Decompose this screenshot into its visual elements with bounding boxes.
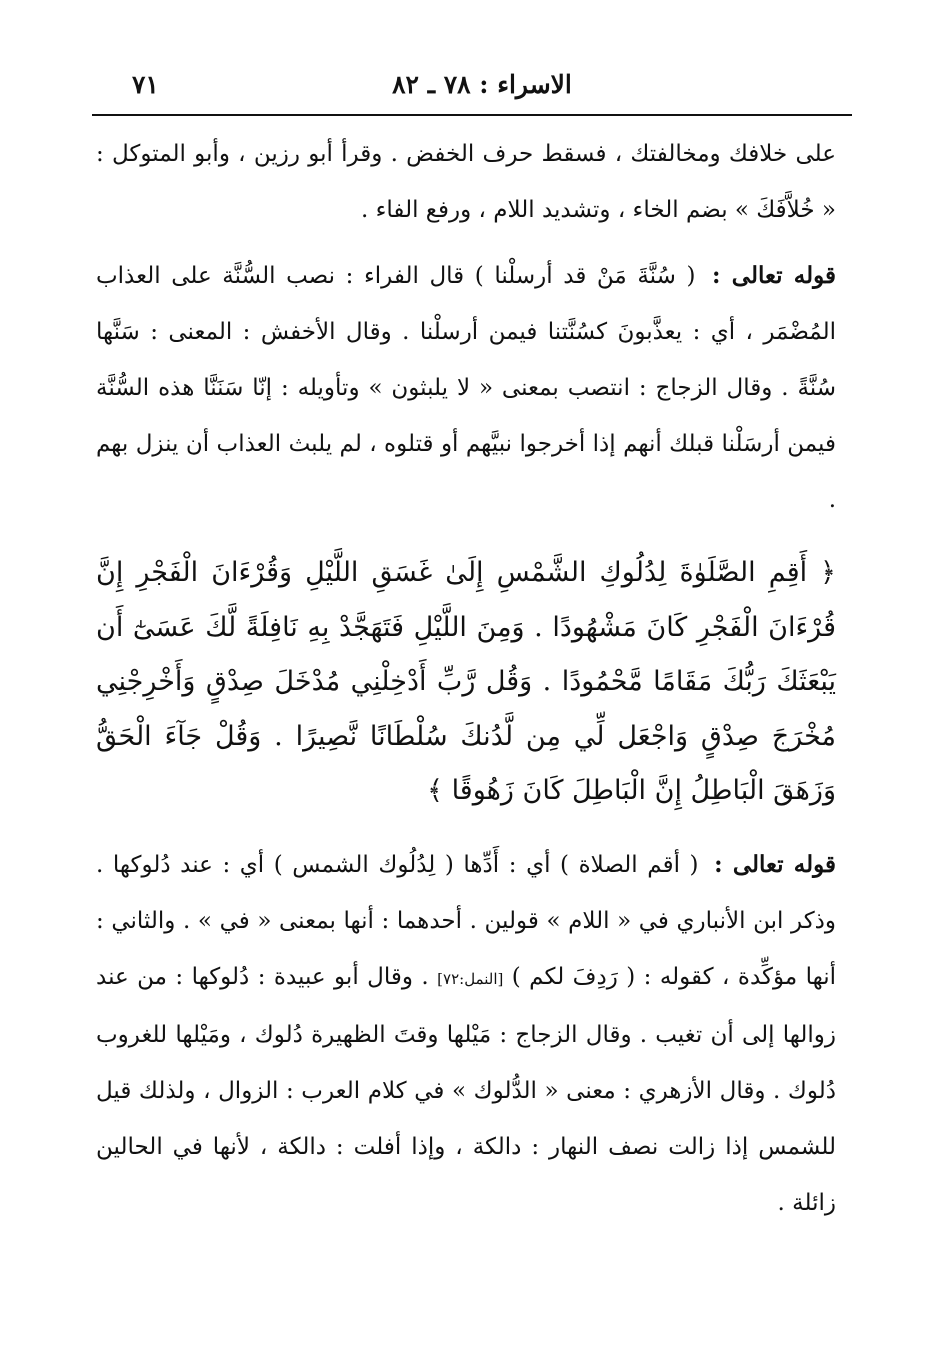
page-header (92, 64, 852, 108)
paragraph-3-lead: قوله تعالى : (714, 850, 837, 878)
running-title: الاسراء : ٧٨ ـ ٨٢ (392, 70, 572, 99)
paragraph-3 (96, 837, 836, 1231)
paragraph-2-lead: قوله تعالى : (712, 262, 836, 289)
quran-verse: ﴿ أَقِمِ الصَّلَوٰةَ لِدُلُوكِ الشَّمْسِ إِلَىٰ غَسَقِ اللَّيْلِ وَقُرْءَانَ الْفَجْرِ إِنَّ قُرْءَانَ الْفَجْرِ كَانَ مَشْهُودًا . وَمِنَ اللَّيْلِ فَتَهَجَّدْ بِهِ نَافِلَةً لَّكَ عَسَىٰٓ أَن يَبْعَثَكَ رَبُّكَ مَقَامًا مَّحْمُودًا . وَقُل رَّبِّ أَدْخِلْنِي مُدْخَلَ صِدْقٍ وَأَخْرِجْنِي مُخْرَجَ صِدْقٍ وَاجْعَل لِّي مِن لَّدُنكَ سُلْطَانًا نَّصِيرًا . وَقُلْ جَآءَ الْحَقُّ وَزَهَقَ الْبَاطِلُ إِنَّ الْبَاطِلَ كَانَ زَهُوقًا ﴾ (96, 557, 836, 806)
page-body (96, 126, 836, 1231)
paragraph-3-part-2: . وقال أبو عبيدة : دُلوكها : من عند زوالها إلى أن تغيب . وقال الزجاج : مَيْلها وقتَ الظهيرة دُلوك ، ومَيْلها للغروب دُلوك . وقال الأزهري : معنى « الدُّلوك » في كلام العرب : الزوال ، ولذلك قيل للشمس إذا زالت نصف النهار : دالكة ، وإذا أفلت : دالكة ، لأنها في الحالين زائلة . (96, 963, 836, 1216)
citation-reference: [النمل:٧٢] (437, 969, 504, 988)
header-rule (92, 114, 852, 116)
paragraph-2-body: ( سُنَّةَ مَنْ قد أرسلْنا ) قال الفراء : نصب السُّنَّة على العذاب المُضْمَر ، أي : يعذَّبونَ كسُنَّتنا فيمن أرسلْنا . وقال الأخفش : المعنى : سَنَّها سُنَّةً . وقال الزجاج : انتصب بمعنى « لا يلبثون » وتأويله : إنّا سَنَنَّا هذه السُّنَّة فيمن أرسَلْنا قبلك أنهم إذا أخرجوا نبيَّهم أو قتلوه ، لم يلبث العذاب أن ينزل بهم . (96, 263, 836, 513)
page-number: ٧١ (132, 70, 159, 99)
paragraph-2 (96, 248, 836, 528)
paragraph-3-part-1: ( أقم الصلاة ) أي : أَدِّها ( لِدُلُوك الشمس ) أي : عند دُلوكها . وذكر ابن الأنباري في « اللام » قولين . أحدهما : أنها بمعنى « في » . والثاني : أنها مؤكِّدة ، كقوله : ( رَدِفَ لكم ) (96, 851, 837, 990)
paragraph-1: على خلافك ومخالفتك ، فسقط حرف الخفض . وقرأ أبو رزين ، وأبو المتوكل : « خُلاَّفَكَ » بضم الخاء ، وتشديد اللام ، ورفع الفاء . (96, 141, 836, 223)
